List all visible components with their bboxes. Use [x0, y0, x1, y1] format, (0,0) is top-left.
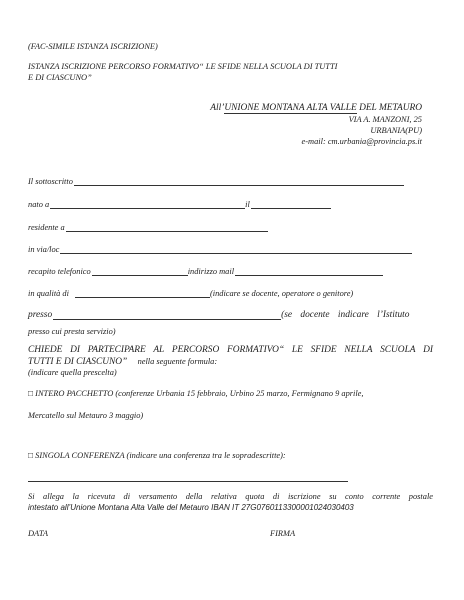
option-intero [28, 388, 364, 399]
label-residente-a: residente a [28, 223, 65, 232]
label-via: in via/loc [28, 245, 60, 254]
field-qualita [28, 287, 353, 298]
input-email[interactable] [235, 266, 383, 276]
input-telefono[interactable] [92, 266, 188, 276]
input-data-nascita[interactable] [251, 199, 331, 209]
label-singola: SINGOLA CONFERENZA [35, 451, 125, 460]
input-sottoscritto[interactable] [74, 176, 404, 186]
doc-title-line1: ISTANZA ISCRIZIONE PERCORSO FORMATIVO“ LE SFIDE NELLA SCUOLA DI TUTTI [28, 62, 338, 71]
intero-detail-cont: Mercatello sul Metauro 3 maggio) [28, 411, 144, 420]
recipient-email: e-mail: cm.urbania@provincia.ps.it [301, 137, 422, 146]
request-title-end: TUTTI E DI CIASCUNO” [28, 357, 128, 367]
label-sottoscritto: Il sottoscritto [28, 177, 73, 186]
payment-line1: Si allega la ricevuta di versamento della relativa quota di iscrizione su conto corrente postale [28, 492, 433, 501]
field-sottoscritto [28, 175, 404, 186]
request-line1: CHIEDE DI PARTECIPARE AL PERCORSO FORMATIVO“ LE SFIDE NELLA SCUOLA DI [28, 345, 433, 355]
field-via [28, 243, 412, 254]
checkbox-intero[interactable]: □ [28, 389, 34, 398]
input-via[interactable] [60, 244, 412, 254]
label-intero: INTERO PACCHETTO [35, 389, 114, 398]
iban-value: 27G0760113300001024030403 [241, 503, 354, 512]
singola-detail: (indicare una conferenza tra le sopradescritte): [126, 451, 286, 460]
label-data: DATA [28, 529, 49, 538]
field-nascita [28, 198, 331, 209]
recipient-org [210, 103, 422, 114]
option-singola [28, 450, 286, 461]
field-recapiti [28, 265, 383, 276]
input-qualita[interactable] [75, 288, 210, 298]
label-nato-a: nato a [28, 200, 50, 209]
intero-detail: (conferenze Urbania 15 febbraio, Urbino 25 marzo, Fermignano 9 aprile, [115, 389, 364, 398]
recipient-org-name: UNIONE MONTANA ALTA VALLE [224, 103, 357, 113]
field-residenza [28, 221, 268, 232]
label-recapito: recapito telefonico [28, 267, 91, 276]
label-indirizzo-mail: indirizzo mail [187, 267, 235, 276]
request-hint: (indicare quella prescelta) [28, 368, 117, 377]
doc-type-label: (FAC-SIMILE ISTANZA ISCRIZIONE) [28, 42, 158, 51]
presso-note: (se docente indicare l’Istituto [281, 310, 410, 320]
input-singola-conferenza[interactable] [28, 481, 348, 482]
presso-note-cont: presso cui presta servizio) [28, 327, 116, 336]
input-luogo-nascita[interactable] [50, 199, 245, 209]
label-qualita: in qualità di [28, 289, 69, 298]
label-presso: presso [28, 310, 53, 320]
recipient-city: URBANIA(PU) [370, 126, 422, 135]
label-il: il [245, 200, 250, 209]
input-residenza[interactable] [66, 222, 268, 232]
iban-label: IBAN IT [211, 503, 240, 512]
recipient-prefix: All’ [210, 103, 225, 113]
input-presso[interactable] [53, 310, 281, 320]
label-firma: FIRMA [270, 529, 296, 538]
recipient-org-suffix: DEL METAURO [356, 103, 422, 113]
payment-line2 [28, 502, 354, 513]
doc-title-line2: E DI CIASCUNO” [28, 73, 92, 82]
field-presso [28, 309, 409, 320]
payment-intestato: intestato all’Unione Montana Alta Valle del Metauro [28, 503, 209, 512]
request-formula: nella seguente formula: [137, 357, 218, 366]
qualita-note: (indicare se docente, operatore o genitore) [209, 289, 354, 298]
checkbox-singola[interactable]: □ [28, 451, 34, 460]
recipient-street: VIA A. MANZONI, 25 [348, 115, 422, 124]
